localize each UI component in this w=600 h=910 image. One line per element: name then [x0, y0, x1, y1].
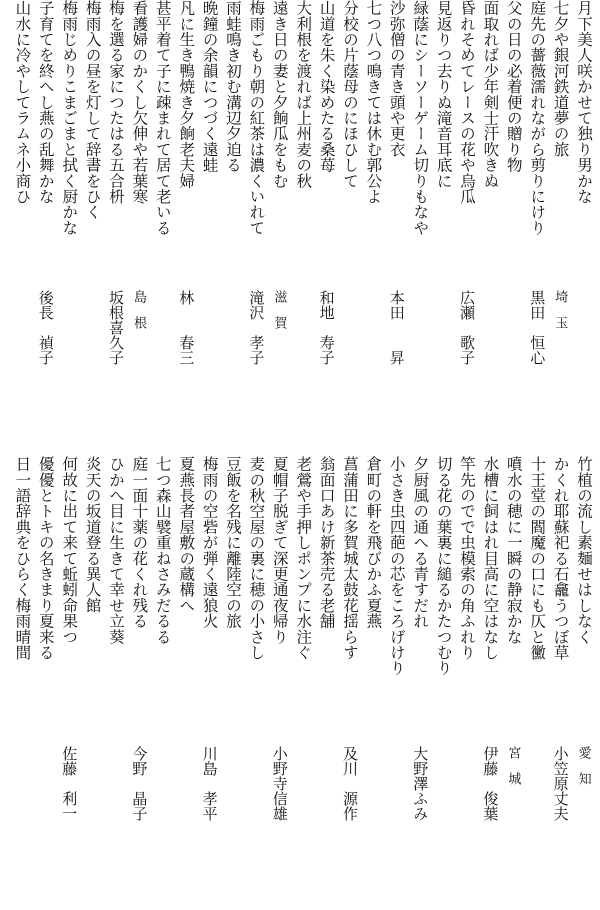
- haiku-text: 月下美人咲かせて独り男かな: [575, 0, 593, 205]
- haiku-text: 大利根を渡れば上州麦の秋: [294, 0, 313, 189]
- haiku-column: [339, 0, 361, 450]
- haiku-text: 七つ森山襞重ねさみだるる: [153, 456, 172, 645]
- haiku-column: [175, 456, 197, 906]
- haiku-column: [433, 0, 455, 450]
- author-name: 和地 寿子: [317, 290, 336, 365]
- author-name: 広瀬 歌子: [458, 290, 476, 365]
- haiku-column: [245, 456, 267, 906]
- haiku-column: [222, 456, 244, 906]
- haiku-text: 竹植の流し素麺せはしなく: [575, 456, 593, 645]
- author-name: 本田 昇: [387, 290, 406, 365]
- author-name: 林 春三: [177, 290, 196, 365]
- haiku-column: [316, 456, 338, 906]
- haiku-text: 子育てを終へし燕の乱舞かな: [36, 0, 55, 205]
- haiku-text: 竿先のでで虫模索の角ふれり: [458, 456, 476, 661]
- haiku-text: 切る花の葉裏に縋るかたつむり: [434, 456, 453, 676]
- haiku-text: 倉町の軒を飛びかふ夏燕: [364, 456, 383, 629]
- haiku-column: [456, 456, 478, 906]
- haiku-text: 遠き日の妻と夕餉瓜をもむ: [270, 0, 289, 189]
- haiku-text: 沙弥僧の青き頭や更衣: [387, 0, 406, 157]
- haiku-text: かくれ耶蘇祀る石龕うつぼ草: [551, 456, 570, 661]
- haiku-text: 夏燕長者屋敷の蔵構へ: [177, 456, 196, 613]
- haiku-text: 七つ八つ鳴きては休む郭公よ: [364, 0, 383, 205]
- haiku-column: [409, 456, 431, 906]
- haiku-text: 十王堂の閻魔の口にも仄と黴: [528, 456, 547, 661]
- haiku-column: [105, 456, 127, 906]
- haiku-column: [433, 456, 455, 906]
- haiku-text: 庭一面十薬の花くれ残る: [130, 456, 149, 629]
- haiku-text: 麦の秋空屋の裏に穂の小さし: [247, 456, 266, 661]
- haiku-column: [199, 456, 221, 906]
- haiku-text: 凡に生き鴨焼き夕餉老夫婦: [177, 0, 196, 189]
- haiku-text: 緑蔭にシーソーゲーム切りもなや: [411, 0, 430, 236]
- haiku-column: [35, 456, 57, 906]
- haiku-column: [573, 0, 595, 450]
- haiku-text: 父の日の必着便の贈り物: [504, 0, 523, 173]
- haiku-column: [479, 0, 501, 450]
- author-name: 後長 禎子: [36, 290, 55, 365]
- haiku-text: 梅雨ごもり朝の紅茶は濃くいれて: [247, 0, 266, 236]
- haiku-text: 梅を選る家につたはる五合枡: [107, 0, 125, 205]
- haiku-column: [316, 0, 338, 450]
- haiku-text: 老鶯や手押しポンプに水注ぐ: [294, 456, 313, 661]
- haiku-text: 梅雨入の昼を灯して辞書をひく: [83, 0, 102, 220]
- author-name: 滝沢 孝子: [247, 290, 266, 365]
- author-name: 佐藤 利一: [60, 746, 79, 821]
- haiku-column: [58, 0, 80, 450]
- haiku-column: [292, 456, 314, 906]
- prefecture-label: 埼 玉: [552, 290, 568, 329]
- haiku-text: 昏れそめてレースの花や烏瓜: [458, 0, 476, 205]
- haiku-text: 雨蛙鳴き初む溝辺夕迫る: [224, 0, 242, 173]
- haiku-column: [573, 456, 595, 906]
- haiku-text: 山水に冷やしてラムネ小商ひ: [13, 0, 32, 205]
- author-name: 川島 孝平: [200, 746, 219, 821]
- haiku-column: [526, 456, 548, 906]
- haiku-column: [199, 0, 221, 450]
- author-name: 今野 晶子: [130, 746, 149, 821]
- haiku-text: 菖蒲田に多賀城太鼓花揺らす: [341, 456, 359, 661]
- prefecture-label: 宮 城: [505, 746, 521, 785]
- haiku-column: [269, 456, 291, 906]
- haiku-column: [456, 0, 478, 450]
- haiku-text: 炎天の坂道登る異人館: [83, 456, 102, 613]
- haiku-column: [128, 0, 150, 450]
- author-name: 黒田 恒心: [528, 290, 547, 365]
- haiku-column: [58, 456, 80, 906]
- haiku-text: 日一語辞典をひらく梅雨晴間: [13, 456, 32, 661]
- haiku-text: 看護婦のかくし欠伸や若葉寒: [130, 0, 149, 205]
- haiku-column: [269, 0, 291, 450]
- haiku-column: [128, 456, 150, 906]
- haiku-column: [11, 0, 33, 450]
- haiku-column: [152, 0, 174, 450]
- author-name: 小笠原丈夫: [551, 746, 570, 821]
- haiku-column: [503, 0, 525, 450]
- haiku-column: [222, 0, 244, 450]
- haiku-column: [175, 0, 197, 450]
- haiku-text: 夕厨風の通へる青すだれ: [411, 456, 430, 629]
- haiku-text: 甚平着て子に疎まれて居て老いる: [153, 0, 172, 236]
- haiku-text: 夏帽子脱ぎて深更通夜帰り: [270, 456, 289, 645]
- haiku-column: [362, 456, 384, 906]
- haiku-text: 何故に出て来て蚯蚓命果つ: [60, 456, 79, 645]
- haiku-column: [362, 0, 384, 450]
- prefecture-label: 島 根: [131, 290, 146, 329]
- haiku-text: 庭先の薔薇濡れながら剪りにけり: [528, 0, 547, 236]
- haiku-column: [292, 0, 314, 450]
- haiku-text: ひかへ目に生きて幸せ立葵: [107, 456, 125, 645]
- haiku-column: [82, 456, 104, 906]
- haiku-text: 分校の片蔭母のにほひして: [341, 0, 359, 189]
- haiku-column: [386, 456, 408, 906]
- haiku-column: [409, 0, 431, 450]
- haiku-column: [152, 456, 174, 906]
- haiku-text: 翁面口あけ新茶売る老舗: [317, 456, 336, 629]
- lower-haiku-section: [0, 456, 600, 906]
- haiku-text: 山道を朱く染めたる桑苺: [317, 0, 336, 173]
- haiku-text: 晩鐘の余韻につづく遠蛙: [200, 0, 219, 173]
- haiku-column: [550, 0, 572, 450]
- haiku-column: [386, 0, 408, 450]
- upper-haiku-section: [0, 0, 600, 450]
- haiku-text: 豆飯を名残に離陸空の旅: [224, 456, 242, 629]
- haiku-text: 七夕や銀河鉄道夢の旅: [551, 0, 570, 157]
- haiku-text: 梅雨の空砦が弾く遠狼火: [200, 456, 219, 629]
- haiku-text: 水槽に飼はれ目高に空はなし: [481, 456, 500, 661]
- prefecture-label: 愛 知: [575, 746, 591, 785]
- haiku-column: [35, 0, 57, 450]
- author-name: 及川 源作: [341, 746, 359, 821]
- haiku-column: [82, 0, 104, 450]
- haiku-text: 噴水の穂に一瞬の静寂かな: [504, 456, 523, 645]
- author-name: 坂根喜久子: [107, 290, 125, 365]
- haiku-text: 優優とトキの名きまり夏来る: [36, 456, 55, 661]
- haiku-text: 面取れば少年剣士汗吹きぬ: [481, 0, 500, 189]
- haiku-text: 梅雨じめりこまごまと拭く厨かな: [60, 0, 79, 236]
- haiku-column: [503, 456, 525, 906]
- author-name: 小野寺信雄: [270, 746, 289, 821]
- haiku-text: 見返りつ去りぬ滝音耳底に: [434, 0, 453, 189]
- prefecture-label: 滋 賀: [271, 290, 287, 329]
- haiku-column: [11, 456, 33, 906]
- author-name: 伊藤 俊葉: [481, 746, 500, 821]
- haiku-column: [339, 456, 361, 906]
- author-name: 大野澤ふみ: [411, 746, 430, 821]
- haiku-text: 小さき虫四葩の芯をころげけり: [387, 456, 406, 676]
